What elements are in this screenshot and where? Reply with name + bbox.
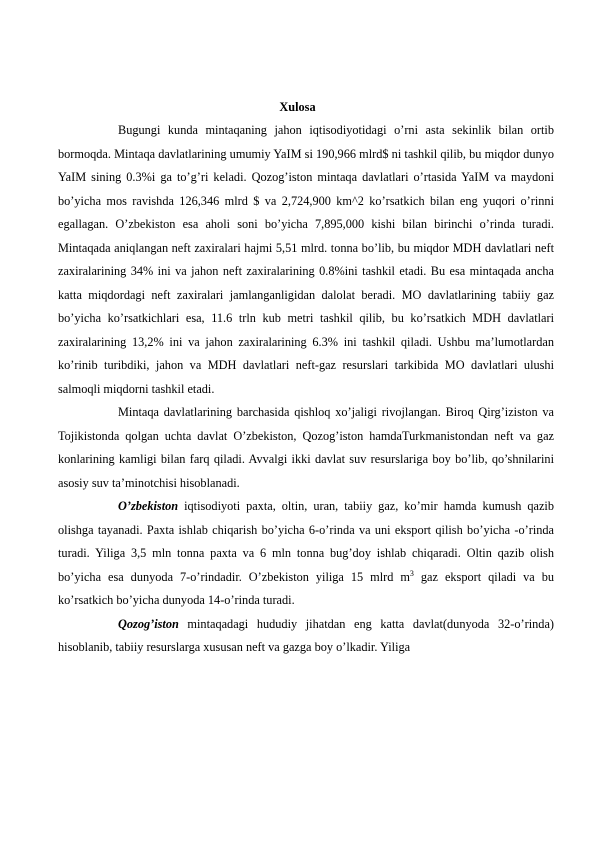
paragraph-uzbekistan-text-b: gaz eksport qiladi va bu ko’rsatkich bo’yicha dunyoda 14-o’rinda turadi. — [58, 569, 554, 607]
paragraph-uzbekistan — [58, 495, 554, 613]
superscript-cubic: 3 — [409, 568, 414, 578]
document-body — [58, 119, 554, 660]
page-title: Xulosa — [279, 100, 316, 114]
paragraph-kazakhstan-text: mintaqadagi hududiy jihatdan eng katta davlat(dunyoda 32-o’rinda) hisoblanib, tabiiy resurslarga xususan neft va gazga boy o’lkadir. Yiliga — [58, 616, 554, 654]
paragraph-kazakhstan — [58, 613, 554, 660]
paragraph-summary: Bugungi kunda mintaqaning jahon iqtisodiyotidagi o’rni asta sekinlik bilan ortib bormoqda. Mintaqa davlatlarining umumiy YaIM si 190,966 mlrd$ ni tashkil qilib, bu miqdor dunyo YaIM sining 0.3%i ga to’g’ri keladi. Qozog’iston mintaqa davlatlari o’rtasida YaIM va maydoni bo’yicha mos ravishda 126,346 mlrd $ va 2,724,900 km^2 ko’rsatkich bilan eng yuqori o’rinni egallagan. O’zbekiston esa aholi soni bo’yicha 7,895,000 kishi bilan birinchi o’rinda turadi. Mintaqada aniqlangan neft zaxiralari hajmi 5,51 mlrd. tonna bo’lib, bu miqdor MDH davlatlari neft zaxiralarining 34% ini va jahon neft zaxiralarining 0.8%ini tashkil etadi. Bu esa mintaqada ancha katta miqdordagi neft zaxiralari jamlanganligidan dalolat beradi. MO davlatlarining tabiiy gaz bo’yicha ko’rsatkichlari esa, 11.6 trln kub metri tashkil qilib, bu ko’rsatkich MDH davlatlari zaxiralarining 13,2% ini va jahon zaxiralarining 6.3% ini tashkil qiladi. Ushbu ma’lumotlardan ko’rinib turibdiki, jahon va MDH davlatlari neft-gaz resurslari tarkibida MO davlatlari ulushi salmoqli miqdorni tashkil etadi. — [58, 123, 554, 396]
paragraph-uzbekistan-text-a: iqtisodiyoti paxta, oltin, uran, tabiiy gaz, ko’mir hamda kumush qazib olishga tayanadi. Paxta ishlab chiqarish bo’yicha 6-o’rinda va uni eksport qilish bo’yicha -o’rinda turadi. Yiliga 3,5 mln tonna paxta va 6 mln tonna bug’doy ishlab chiqaradi. Oltin qazib olish bo’yicha esa dunyoda 7-o’rindadir. O’zbekiston yiliga 15 mlrd m — [58, 499, 554, 584]
paragraph-agriculture: Mintaqa davlatlarining barchasida qishloq xo’jaligi rivojlangan. Biroq Qirg’iziston va Tojikistonda qolgan uchta davlat O’zbekiston, Qozog’iston hamdaTurkmanistondan neft va gaz konlarining kamligi bilan farq qiladi. Avvalgi ikki davlat suv resurslariga boy bo’lib, qo’shnilarini asosiy suv ta’minotchisi hisoblanadi. — [58, 405, 554, 490]
term-kazakhstan: Qozog’iston — [118, 616, 179, 631]
term-uzbekistan: O’zbekiston — [118, 499, 179, 513]
